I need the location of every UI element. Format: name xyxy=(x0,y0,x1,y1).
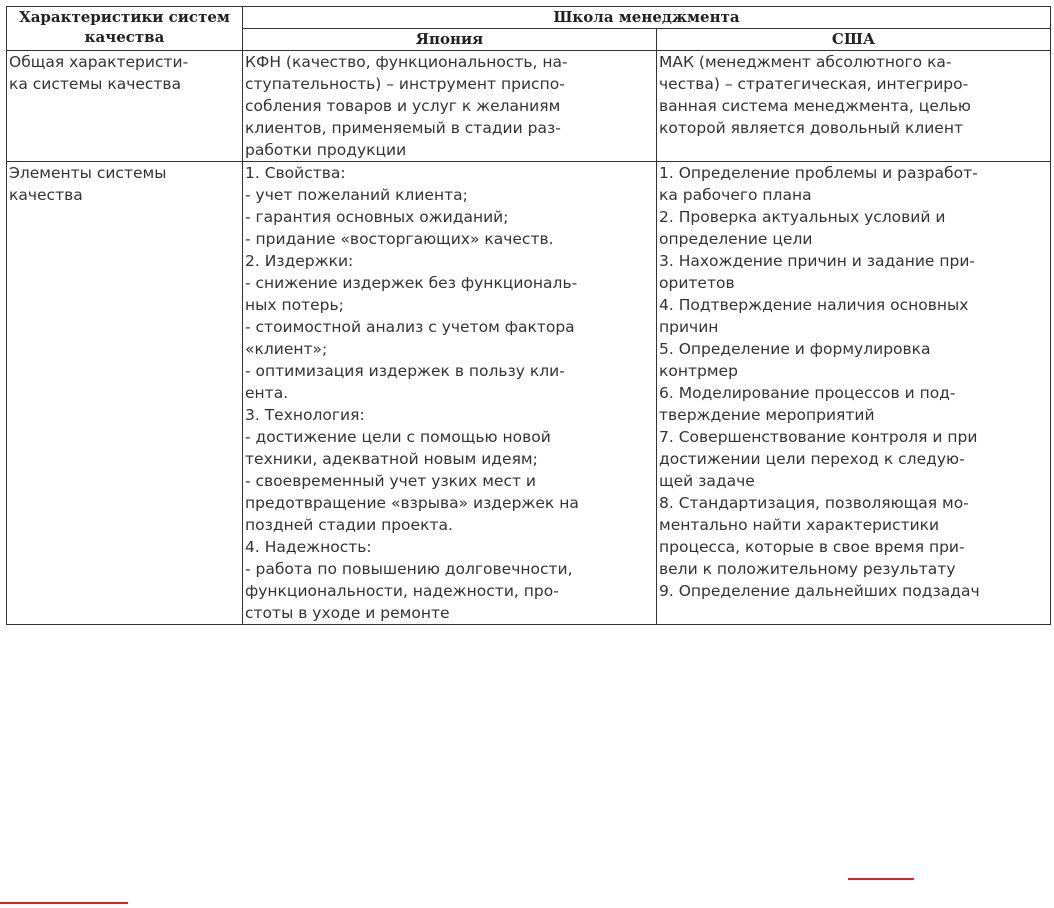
table-row xyxy=(7,51,1051,162)
school-header: Школа менеджмента xyxy=(243,7,1051,29)
row-label-line: ка системы качества xyxy=(9,75,182,93)
japan-line: - снижение издержек без функциональ- xyxy=(245,274,578,292)
japan-line: ступательность) – инструмент приспо- xyxy=(245,75,565,93)
table-header-row-1 xyxy=(7,7,1051,29)
characteristics-header-line-2: систем качества xyxy=(84,8,230,46)
japan-header: Япония xyxy=(243,29,657,51)
document-page xyxy=(6,6,1050,625)
japan-line: ента. xyxy=(245,384,289,402)
usa-line: МАК (менеджмент абсолютного ка- xyxy=(659,53,952,71)
japan-line: КФН (качество, функциональность, на- xyxy=(245,53,568,71)
usa-line: контрмер xyxy=(659,362,738,380)
quality-systems-table xyxy=(6,6,1051,625)
usa-line: ка рабочего плана xyxy=(659,186,812,204)
usa-line: 9. Определение дальнейших подзадач xyxy=(659,582,980,600)
usa-line: чества) – стратегическая, интегриро- xyxy=(659,75,969,93)
usa-line: щей задаче xyxy=(659,472,755,490)
usa-line: вели к положительному результату xyxy=(659,560,956,578)
usa-line: 3. Нахождение причин и задание при- xyxy=(659,252,976,270)
japan-line: собления товаров и услуг к желаниям xyxy=(245,97,561,115)
japan-line: работки продукции xyxy=(245,141,407,159)
japan-line: - стоимостной анализ с учетом фактора xyxy=(245,318,575,336)
usa-header: США xyxy=(657,29,1051,51)
usa-line: тверждение мероприятий xyxy=(659,406,875,424)
japan-line: 4. Надежность: xyxy=(245,538,372,556)
japan-line: техники, адекватной новым идеям; xyxy=(245,450,538,468)
japan-line: предотвращение «взрыва» издержек на xyxy=(245,494,579,512)
usa-line: достижении цели переход к следую- xyxy=(659,450,965,468)
usa-line: 6. Моделирование процессов и под- xyxy=(659,384,956,402)
usa-line: 7. Совершенствование контроля и при xyxy=(659,428,978,446)
usa-line: которой является довольный клиент xyxy=(659,119,963,137)
japan-line: - учет пожеланий клиента; xyxy=(245,186,468,204)
japan-line: - работа по повышению долговечности, xyxy=(245,560,573,578)
row-label-cell xyxy=(7,162,243,625)
japan-line: ных потерь; xyxy=(245,296,344,314)
characteristics-header-line-1: Характеристики xyxy=(19,8,164,26)
japan-line: - придание «восторгающих» качеств. xyxy=(245,230,554,248)
japan-line: 3. Технология: xyxy=(245,406,365,424)
japan-line: - достижение цели с помощью новой xyxy=(245,428,551,446)
usa-line: ванная система менеджмента, целью xyxy=(659,97,971,115)
row-label-line: Элементы системы xyxy=(9,164,167,182)
japan-line: «клиент»; xyxy=(245,340,328,358)
usa-cell xyxy=(657,162,1051,625)
usa-line: 1. Определение проблемы и разработ- xyxy=(659,164,978,182)
japan-line: - гарантия основных ожиданий; xyxy=(245,208,509,226)
usa-cell xyxy=(657,51,1051,162)
japan-cell xyxy=(243,162,657,625)
japan-line: стоты в уходе и ремонте xyxy=(245,604,450,622)
row-label-cell xyxy=(7,51,243,162)
japan-line: функциональности, надежности, про- xyxy=(245,582,559,600)
japan-line: - оптимизация издержек в пользу кли- xyxy=(245,362,565,380)
usa-line: ментально найти характеристики xyxy=(659,516,940,534)
japan-cell xyxy=(243,51,657,162)
usa-line: определение цели xyxy=(659,230,813,248)
row-label-line: качества xyxy=(9,186,83,204)
usa-line: причин xyxy=(659,318,719,336)
table-row xyxy=(7,162,1051,625)
row-label-line: Общая характеристи- xyxy=(9,53,189,71)
japan-line: поздней стадии проекта. xyxy=(245,516,453,534)
usa-line: процесса, которые в свое время при- xyxy=(659,538,965,556)
japan-line: клиентов, применяемый в стадии раз- xyxy=(245,119,561,137)
usa-line: 4. Подтверждение наличия основных xyxy=(659,296,969,314)
usa-line: 5. Определение и формулировка xyxy=(659,340,931,358)
usa-line: 8. Стандартизация, позволяющая мо- xyxy=(659,494,969,512)
japan-line: 1. Свойства: xyxy=(245,164,346,182)
japan-line: 2. Издержки: xyxy=(245,252,354,270)
usa-line: оритетов xyxy=(659,274,735,292)
usa-line: 2. Проверка актуальных условий и xyxy=(659,208,946,226)
red-underline-right xyxy=(848,878,914,880)
red-underline-left xyxy=(0,902,128,904)
japan-line: - своевременный учет узких мест и xyxy=(245,472,536,490)
characteristics-header xyxy=(7,7,243,51)
